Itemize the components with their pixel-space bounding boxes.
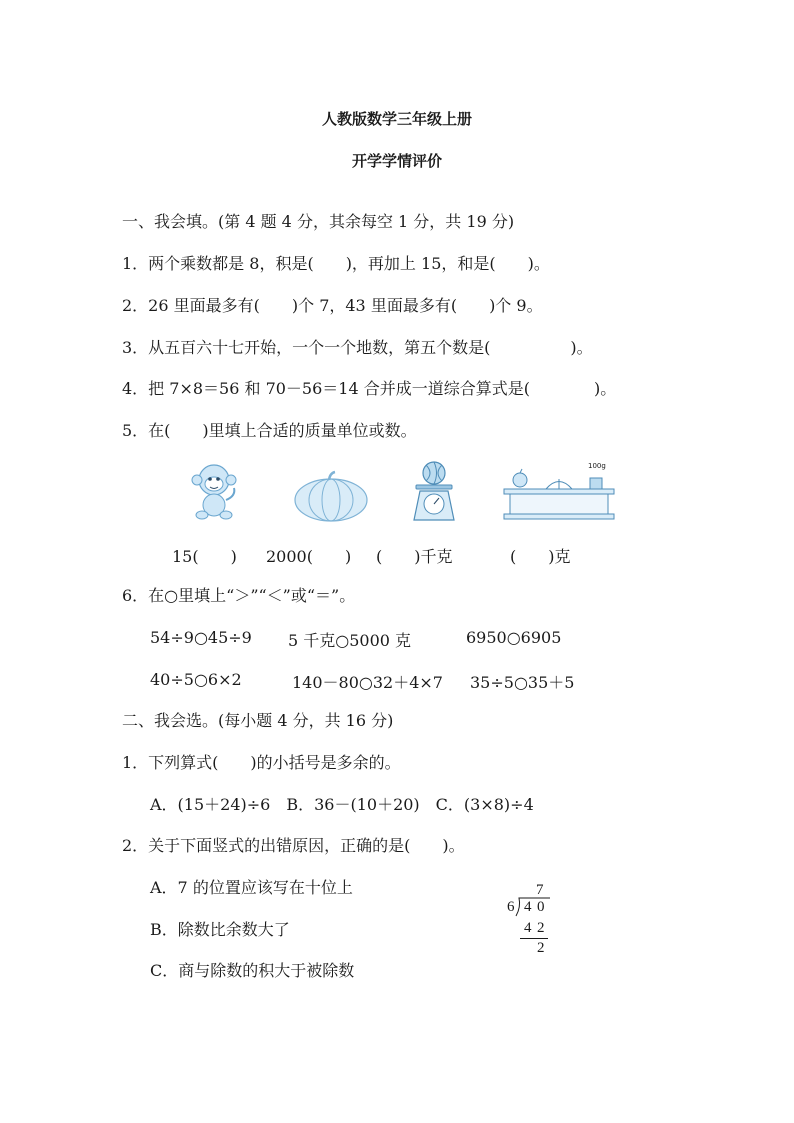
product-tens: 4	[524, 920, 532, 936]
question-2-1: 1．下列算式( )的小括号是多余的。	[122, 753, 401, 772]
weight-label: 100g	[588, 462, 606, 470]
product-ones: 2	[537, 920, 545, 936]
compare-item: 6950○6905	[466, 628, 562, 647]
compare-item: 5 千克○5000 克	[288, 631, 412, 650]
division-bracket	[515, 897, 551, 917]
remainder: 2	[537, 940, 545, 956]
dividend-tens: 4	[524, 899, 532, 915]
apple-on-balance-icon	[500, 462, 618, 522]
option-c: C．商与除数的积大于被除数	[150, 961, 355, 980]
page-subtitle: 开学学情评价	[351, 152, 442, 170]
pumpkin-icon	[292, 470, 370, 522]
blank-watermelon: ( )千克	[376, 547, 453, 566]
question-2-2: 2．关于下面竖式的出错原因，正确的是( )。	[122, 836, 465, 855]
question-1-1: 1．两个乘数都是 8，积是( )，再加上 15，和是( )。	[122, 254, 550, 273]
monkey-doll-icon	[186, 460, 242, 522]
question-1-6: 6．在○里填上“＞”“＜”或“＝”。	[122, 586, 356, 605]
subtraction-line	[520, 938, 548, 939]
blank-pumpkin: 2000( )	[266, 547, 352, 566]
question-1-3: 3．从五百六十七开始，一个一个地数，第五个数是( )。	[122, 338, 593, 357]
divisor: 6	[507, 899, 515, 915]
page-title: 人教版数学三年级上册	[321, 110, 472, 128]
question-1-5: 5．在( )里填上合适的质量单位或数。	[122, 421, 417, 440]
question-1-2: 2．26 里面最多有( )个 7，43 里面最多有( )个 9。	[122, 296, 543, 315]
compare-item: 40÷5○6×2	[150, 670, 242, 689]
question-1-4: 4．把 7×8＝56 和 70－56＝14 合并成一道综合算式是( )。	[122, 379, 617, 398]
blank-monkey: 15( )	[172, 547, 237, 566]
compare-item: 54÷9○45÷9	[150, 628, 252, 647]
compare-item: 140－80○32＋4×7	[292, 673, 443, 692]
option-a: A．7 的位置应该写在十位上	[150, 878, 353, 897]
section1-heading: 一、我会填。(第 4 题 4 分，其余每空 1 分，共 19 分)	[122, 212, 515, 231]
blank-apple: ( )克	[510, 547, 571, 566]
question-2-1-options: A．(15＋24)÷6 B．36－(10＋20) C．(3×8)÷4	[150, 795, 534, 814]
dividend-ones: 0	[537, 899, 545, 915]
option-b: B．除数比余数大了	[150, 920, 290, 939]
compare-item: 35÷5○35＋5	[470, 673, 575, 692]
quotient: 7	[536, 882, 544, 898]
watermelon-on-scale-icon	[406, 458, 462, 522]
section2-heading: 二、我会选。(每小题 4 分，共 16 分)	[122, 711, 394, 730]
